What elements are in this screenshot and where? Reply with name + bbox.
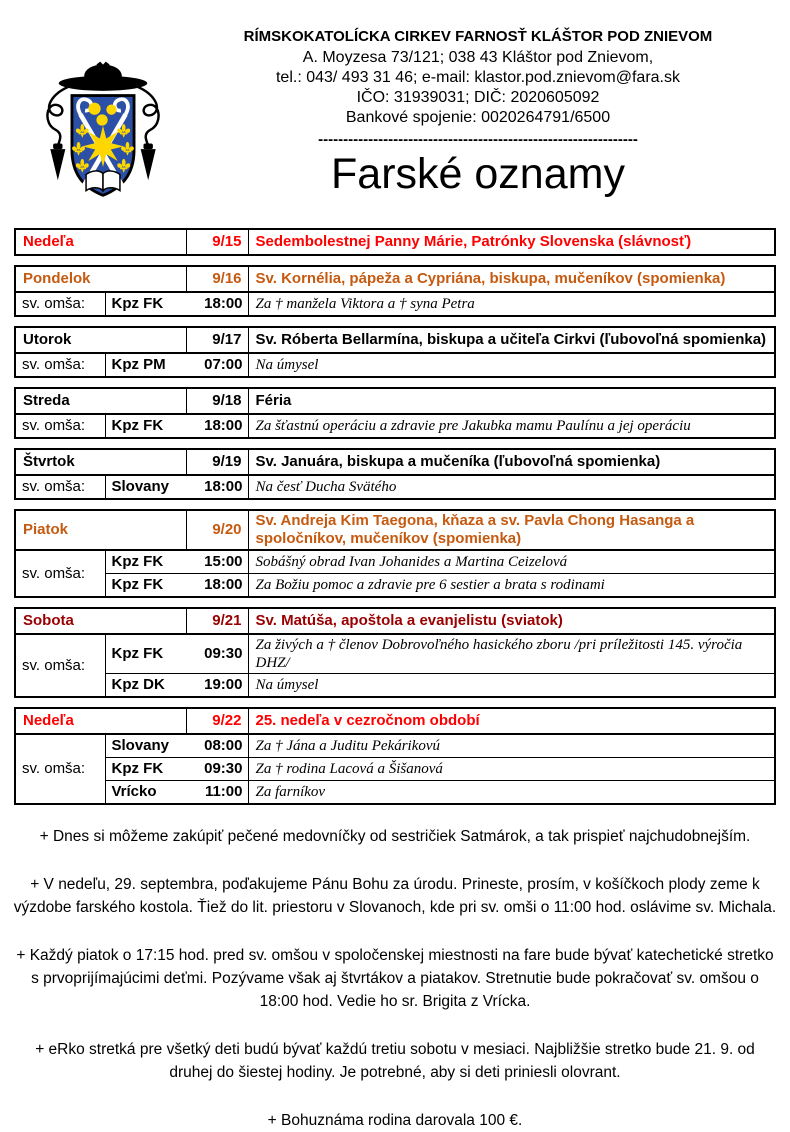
mass-time: 18:00	[186, 414, 248, 438]
org-registration-ids: IČO: 31939031; DIČ: 2020605092	[356, 89, 600, 106]
mass-place: Kpz FK	[105, 574, 186, 598]
mass-label: sv. omša:	[15, 550, 105, 597]
announcement-catechetical-meeting: + Každý piatok o 17:15 hod. pred sv. omšou v spoločenskej miestnosti na fare bude bývať katechetické stretko s prvoprijímajúcimi deťmi. Pozývame však aj štvrtákov a piatakov. Stretnutie bude pokračovať sv. omšou o 18:00 hod. Vedie ho sr. Brigita z Vrícka.	[16, 947, 774, 1010]
mass-time: 19:00	[186, 674, 248, 698]
day-name: Štvrtok	[23, 453, 75, 470]
star-icon	[82, 126, 123, 167]
day-date: 9/15	[186, 229, 248, 255]
announcement-harvest-thanksgiving: + V nedeľu, 29. septembra, poďakujeme Pánu Bohu za úrodu. Prineste, prosím, v košíčkoch plody zeme k výzdobe farského kostola. Ťiež do lit. priestoru v Slovanoch, kde pri sv. omši o 11:00 hod. oslávime sv. Michala.	[13, 876, 777, 916]
day-block-friday-920	[14, 509, 776, 598]
day-block-wednesday-918	[14, 387, 776, 439]
mass-intention: Za † Jána a Juditu Pekárikovú	[255, 738, 441, 754]
mass-schedule	[0, 228, 790, 805]
mass-place: Kpz DK	[105, 674, 186, 698]
mass-time: 08:00	[186, 734, 248, 758]
mass-row	[15, 414, 775, 438]
announcement-erko-meetings: + eRko stretká pre všetký deti budú bývať každú tretiu sobotu v mesiaci. Najbližšie stretko bude 21. 9. od druhej do šiestej hodiny. Je potrebné, aby si deti priniesli olovrant.	[35, 1041, 755, 1081]
day-header-row	[15, 510, 775, 550]
feast-title: Sv. Kornélia, pápeža a Cypriána, biskupa, mučeníkov (spomienka)	[255, 270, 726, 287]
page-title: Farské oznamy	[331, 150, 625, 198]
day-name: Nedeľa	[23, 712, 74, 729]
mass-row	[15, 292, 775, 316]
mass-label: sv. omša:	[15, 292, 105, 316]
day-header-row	[15, 327, 775, 353]
day-name: Pondelok	[23, 270, 91, 287]
mass-time: 07:00	[186, 353, 248, 377]
mass-time: 09:30	[186, 634, 248, 674]
mass-row	[15, 550, 775, 574]
mass-row	[15, 734, 775, 758]
day-date: 9/21	[186, 608, 248, 634]
mass-intention: Sobášný obrad Ivan Johanides a Martina Ceizelová	[255, 554, 568, 570]
day-date: 9/19	[186, 449, 248, 475]
mass-intention: Na česť Ducha Svätého	[255, 479, 397, 495]
day-header-row	[15, 229, 775, 255]
announcement-donation: + Bohuznáma rodina darovala 100 €.	[267, 1112, 523, 1129]
mass-time: 18:00	[186, 475, 248, 499]
mass-time: 09:30	[186, 758, 248, 781]
mass-row	[15, 574, 775, 598]
mass-row	[15, 475, 775, 499]
galero-hat-icon	[59, 62, 147, 91]
day-block-thursday-919	[14, 448, 776, 500]
mass-row	[15, 634, 775, 674]
mass-place: Kpz PM	[111, 356, 166, 373]
feast-title: Sedembolestnej Panny Márie, Patrónky Slovenska (slávnosť)	[255, 233, 692, 250]
day-name: Sobota	[23, 612, 74, 629]
parish-coat-of-arms-icon	[32, 56, 174, 216]
mass-intention: Za farníkov	[248, 781, 775, 805]
mass-label: sv. omša:	[15, 475, 105, 499]
mass-row	[15, 758, 775, 781]
day-header-row	[15, 388, 775, 414]
mass-place: Kpz FK	[111, 295, 164, 312]
dashed-divider: ----------------------------------------------------------------	[318, 131, 638, 148]
day-block-tuesday-917	[14, 326, 776, 378]
mass-intention: Na úmysel	[248, 674, 775, 698]
mass-time: 18:00	[186, 292, 248, 316]
announcements	[0, 825, 790, 1132]
feast-title: Féria	[255, 392, 292, 409]
mass-intention: Za Božiu pomoc a zdravie pre 6 sestier a brata s rodinami	[248, 574, 775, 598]
mass-time: 18:00	[186, 574, 248, 598]
mass-label: sv. omša:	[15, 734, 105, 804]
mass-label: sv. omša:	[15, 353, 105, 377]
day-block-saturday-921	[14, 607, 776, 698]
coat-of-arms-graphic	[32, 56, 174, 216]
day-date: 9/20	[186, 510, 248, 550]
mass-place: Slovany	[111, 737, 170, 754]
feast-title: Sv. Andreja Kim Taegona, kňaza a sv. Pavla Chong Hasanga a spoločníkov, mučeníkov (spomienka)	[255, 512, 695, 547]
open-book-icon	[86, 171, 120, 191]
mass-row	[15, 781, 775, 805]
feast-title: Sv. Matúša, apoštola a evanjelistu (sviatok)	[255, 612, 563, 629]
day-header-row	[15, 266, 775, 292]
mass-intention: Za † manžela Viktora a † syna Petra	[255, 296, 475, 312]
mass-label: sv. omša:	[15, 634, 105, 697]
mass-row	[15, 353, 775, 377]
mass-intention: Za šťastnú operáciu a zdravie pre Jakubka mamu Paulínu a jej operáciu	[255, 418, 691, 434]
org-name: RÍMSKOKATOLÍCKA CIRKEV FARNOSŤ KLÁŠTOR POD ZNIEVOM	[243, 28, 713, 45]
feast-title: Sv. Januára, biskupa a mučeníka (ľubovoľná spomienka)	[255, 453, 661, 470]
day-block-sunday-915	[14, 228, 776, 256]
day-date: 9/16	[186, 266, 248, 292]
mass-place: Kpz FK	[111, 417, 164, 434]
feast-title: Sv. Róberta Bellarmína, biskupa a učiteľa Cirkvi (ľubovoľná spomienka)	[255, 331, 767, 348]
mass-place: Slovany	[111, 478, 170, 495]
mass-label: sv. omša:	[15, 414, 105, 438]
mass-place: Kpz FK	[111, 553, 164, 570]
header-text-block	[166, 0, 790, 197]
org-contact: tel.: 043/ 493 31 46; e-mail: klastor.pod.znievom@fara.sk	[275, 69, 680, 86]
mass-time: 15:00	[186, 550, 248, 574]
day-date: 9/18	[186, 388, 248, 414]
mass-time: 11:00	[186, 781, 248, 805]
org-address: A. Moyzesa 73/121; 038 43 Kláštor pod Znievom,	[302, 49, 654, 66]
day-name: Piatok	[23, 521, 69, 538]
mass-place: Kpz FK	[111, 645, 164, 662]
day-block-monday-916	[14, 265, 776, 317]
day-header-row	[15, 608, 775, 634]
day-header-row	[15, 449, 775, 475]
mass-intention: Na úmysel	[255, 357, 319, 373]
day-date: 9/17	[186, 327, 248, 353]
day-block-sunday-922	[14, 707, 776, 805]
day-date: 9/22	[186, 708, 248, 734]
announcement-honey-cakes: + Dnes si môžeme zakúpiť pečené medovníčky od sestričiek Satmárok, a tak prispieť najchudobnejším.	[39, 828, 751, 845]
day-name: Utorok	[23, 331, 72, 348]
day-name: Streda	[23, 392, 70, 409]
mass-place: Kpz FK	[105, 758, 186, 781]
mass-row	[15, 674, 775, 698]
day-name: Nedeľa	[23, 233, 74, 250]
bulletin-header	[0, 0, 790, 213]
mass-place: Vrícko	[105, 781, 186, 805]
mass-intention: Za živých a † členov Dobrovoľného hasického zboru /pri príležitosti 145. výročia DHZ/	[255, 637, 743, 671]
day-header-row	[15, 708, 775, 734]
org-bank-account: Bankové spojenie: 0020264791/6500	[345, 109, 611, 126]
mass-intention: Za † rodina Lacová a Šišanová	[248, 758, 775, 781]
feast-title: 25. nedeľa v cezročnom období	[255, 712, 480, 729]
